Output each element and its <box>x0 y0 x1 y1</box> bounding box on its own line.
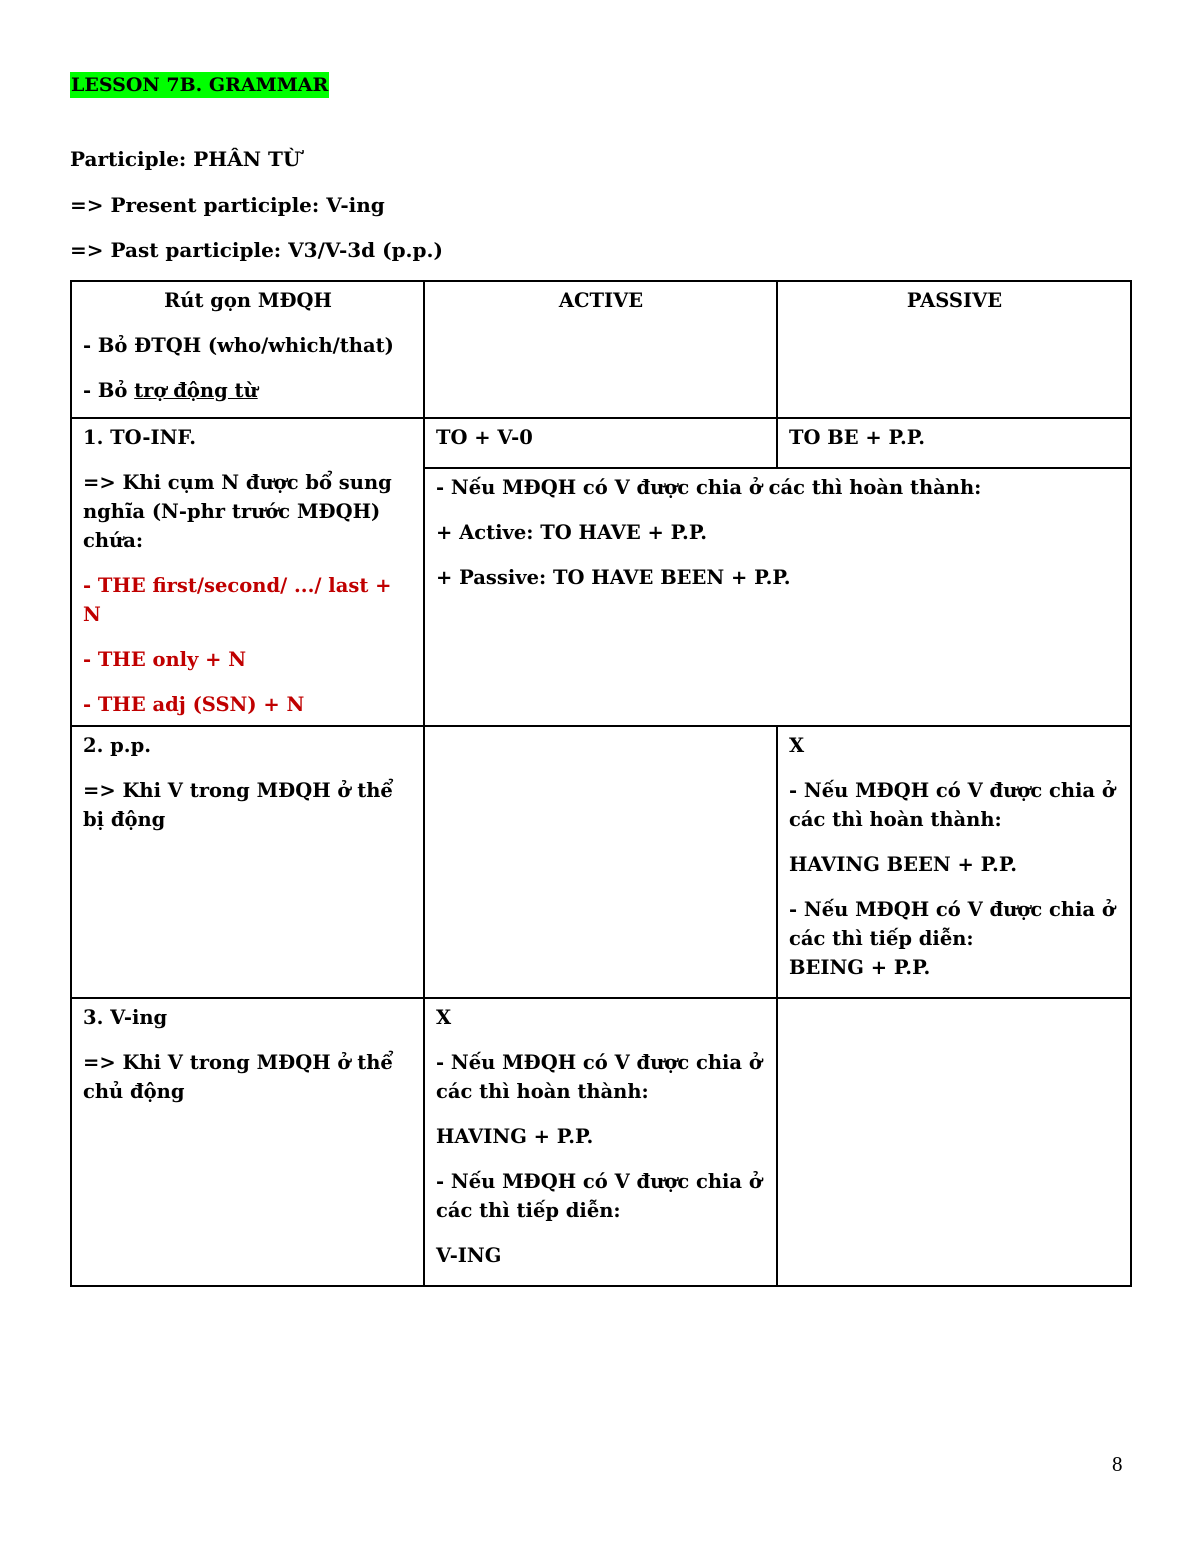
row2-passive-progressive-note: - Nếu MĐQH có V được chia ở các thì tiếp diễn: <box>789 898 1115 950</box>
table-row <box>71 726 1131 998</box>
row1-active-form: TO + V-0 <box>436 426 533 449</box>
table-row <box>71 418 1131 468</box>
header-note-relative-pronoun: - Bỏ ĐTQH (who/which/that) <box>83 334 394 357</box>
row1-case-superlative: - THE adj (SSN) + N <box>83 693 305 716</box>
row1-case-ordinal: - THE first/second/ .../ last + N <box>83 574 392 626</box>
row2-passive-perfect-form: HAVING BEEN + P.P. <box>789 853 1018 876</box>
lesson-title: LESSON 7B. GRAMMAR <box>71 74 329 96</box>
header-cell-passive <box>777 281 1131 418</box>
row1-description: => Khi cụm N được bổ sung nghĩa (N-phr trước MĐQH) chứa: <box>83 471 392 552</box>
row1-passive-form: TO BE + P.P. <box>789 426 925 449</box>
row1-perfect-note: - Nếu MĐQH có V được chia ở các thì hoàn thành: <box>436 476 982 500</box>
header-reduced-clause-title: Rút gọn MĐQH <box>164 289 332 312</box>
row3-active-progressive-form: V-ING <box>436 1244 502 1267</box>
header-note-auxiliary <box>83 376 413 405</box>
row1-perfect-cell <box>424 468 1131 726</box>
row3-passive-cell <box>777 998 1131 1286</box>
table-row <box>71 998 1131 1286</box>
row2-passive-x: X <box>789 734 805 757</box>
header-cell-active <box>424 281 777 418</box>
row3-label-cell <box>71 998 424 1286</box>
grammar-table <box>70 280 1132 1287</box>
row3-active-progressive-note: - Nếu MĐQH có V được chia ở các thì tiếp diễn: <box>436 1170 762 1222</box>
row3-active-x: X <box>436 1006 452 1029</box>
intro-present-participle: => Present participle: V-ing <box>70 193 385 217</box>
header-passive-label: PASSIVE <box>906 289 1003 312</box>
row3-label: 3. V-ing <box>83 1006 168 1029</box>
row2-label-cell <box>71 726 424 998</box>
row3-description: => Khi V trong MĐQH ở thể chủ động <box>83 1051 393 1103</box>
row3-active-perfect-form: HAVING + P.P. <box>436 1125 594 1148</box>
header-note-auxiliary-prefix: - Bỏ <box>83 379 135 402</box>
row2-passive-progressive-form: BEING + P.P. <box>789 956 931 979</box>
row1-active-cell <box>424 418 777 468</box>
header-cell-reduced-clause <box>71 281 424 418</box>
row2-passive-cell <box>777 726 1131 998</box>
header-note-auxiliary-underlined: trợ động từ <box>134 379 258 402</box>
row1-perfect-active: + Active: TO HAVE + P.P. <box>436 521 708 545</box>
row2-active-cell <box>424 726 777 998</box>
header-active-label: ACTIVE <box>558 289 644 312</box>
row1-case-only: - THE only + N <box>83 648 247 671</box>
page-number: 8 <box>1112 1452 1123 1476</box>
intro-past-participle: => Past participle: V3/V-3d (p.p.) <box>70 238 443 262</box>
row2-passive-perfect-note: - Nếu MĐQH có V được chia ở các thì hoàn thành: <box>789 779 1115 831</box>
row2-label: 2. p.p. <box>83 734 151 757</box>
row3-active-perfect-note: - Nếu MĐQH có V được chia ở các thì hoàn thành: <box>436 1051 762 1103</box>
row2-description: => Khi V trong MĐQH ở thể bị động <box>83 779 393 831</box>
row1-passive-cell <box>777 418 1131 468</box>
row1-label-cell <box>71 418 424 726</box>
row1-perfect-passive: + Passive: TO HAVE BEEN + P.P. <box>436 566 791 590</box>
intro-participle: Participle: PHÂN TỪ <box>70 147 301 171</box>
row3-active-cell <box>424 998 777 1286</box>
table-header-row <box>71 281 1131 418</box>
row1-label: 1. TO-INF. <box>83 426 197 449</box>
